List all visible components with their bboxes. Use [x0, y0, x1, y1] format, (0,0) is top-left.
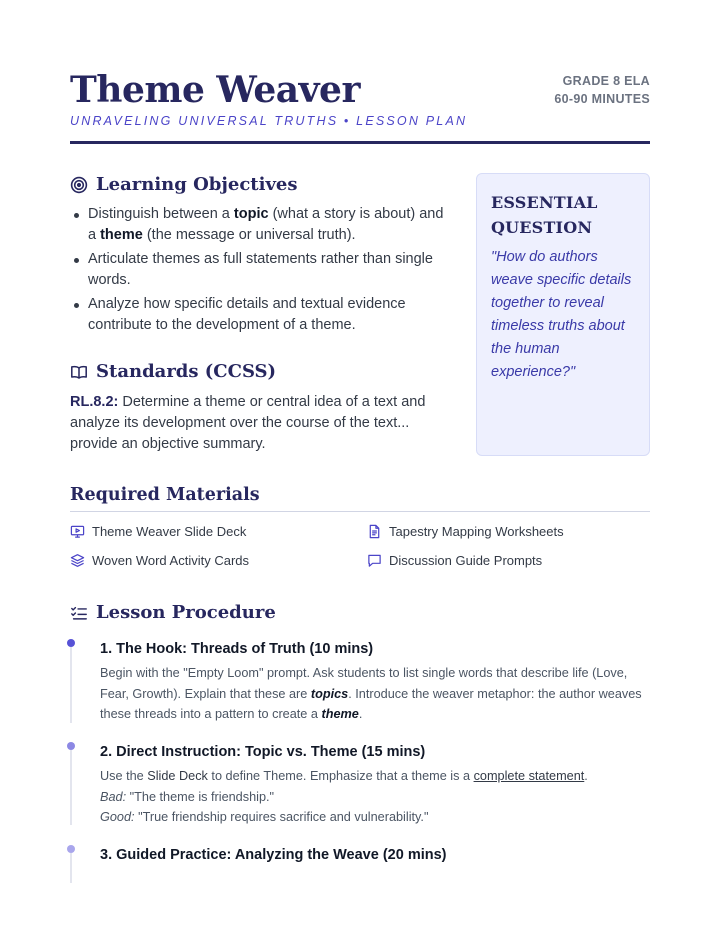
document-icon [367, 524, 382, 539]
standard-description: RL.8.2: Determine a theme or central idea of a text and analyze its development over the course of the text... provide an objective summary. [70, 394, 426, 452]
essential-question-box [476, 173, 650, 456]
objectives-list [70, 204, 455, 336]
essential-question-text: "How do authors weave specific details together to reveal timeless truths about the human experience?" [491, 249, 632, 380]
layers-icon [70, 553, 85, 568]
step-title: 1. The Hook: Threads of Truth (10 mins) [100, 641, 374, 657]
procedure-steps [70, 639, 650, 885]
timeline-dot [67, 845, 75, 853]
learning-objectives-section [70, 174, 455, 339]
timeline-dot [67, 639, 75, 647]
duration-label: 60-90 MINUTES [554, 92, 650, 106]
section-heading [70, 174, 455, 195]
page-subtitle: UNRAVELING UNIVERSAL TRUTHS • LESSON PLAN [70, 114, 468, 128]
list-item: Woven Word Activity Cards [70, 553, 367, 568]
header-divider [70, 141, 650, 144]
timeline-line [70, 647, 72, 723]
lesson-header [70, 68, 650, 128]
open-book-icon [70, 363, 88, 381]
list-item: Discussion Guide Prompts [367, 553, 650, 568]
list-item: Theme Weaver Slide Deck [70, 524, 367, 539]
checklist-icon [70, 604, 88, 622]
timeline-dot [67, 742, 75, 750]
chat-icon [367, 553, 382, 568]
grade-label: GRADE 8 ELA [562, 74, 650, 88]
materials-title: Required Materials [70, 485, 650, 512]
list-item: Tapestry Mapping Worksheets [367, 524, 650, 539]
lesson-procedure-section [70, 602, 650, 885]
section-heading [70, 361, 455, 382]
procedure-title: Lesson Procedure [96, 602, 276, 623]
required-materials-section [70, 485, 650, 568]
presentation-icon [70, 524, 85, 539]
list-item: Analyze how specific details and textual evidence contribute to the development of a theme. [70, 294, 455, 336]
essential-question-title: ESSENTIAL QUESTION [491, 193, 598, 237]
step-description: Begin with the "Empty Loom" prompt. Ask students to list single words that describe life (Love, Fear, Growth). Explain that these are topics. Introduce the weaver metaphor: the author weaves these threads into a pattern to create a theme. [100, 666, 642, 721]
procedure-step [70, 742, 650, 845]
standard-code: RL.8.2: [70, 394, 119, 410]
step-description: Use the Slide Deck to define Theme. Emphasize that a theme is a complete statement. Bad: "The theme is friendship." Good: "True friendship requires sacrifice and vulnerability." [100, 769, 588, 824]
target-icon [70, 176, 88, 194]
standards-section [70, 361, 455, 455]
page-title: Theme Weaver [70, 69, 360, 111]
section-heading [70, 602, 650, 623]
timeline-line [70, 853, 72, 883]
objectives-title: Learning Objectives [96, 174, 298, 195]
list-item: Articulate themes as full statements rather than single words. [70, 249, 455, 291]
procedure-step [70, 639, 650, 742]
list-item: Distinguish between a topic (what a story is about) and a theme (the message or universal truth). [70, 204, 455, 246]
step-title: 2. Direct Instruction: Topic vs. Theme (15 mins) [100, 744, 426, 760]
step-title: 3. Guided Practice: Analyzing the Weave (20 mins) [100, 847, 447, 863]
procedure-step [70, 845, 650, 885]
term-link: complete statement [473, 769, 585, 783]
lesson-meta [554, 72, 650, 108]
materials-list [70, 524, 650, 568]
timeline-line [70, 750, 72, 825]
standards-title: Standards (CCSS) [96, 361, 277, 382]
